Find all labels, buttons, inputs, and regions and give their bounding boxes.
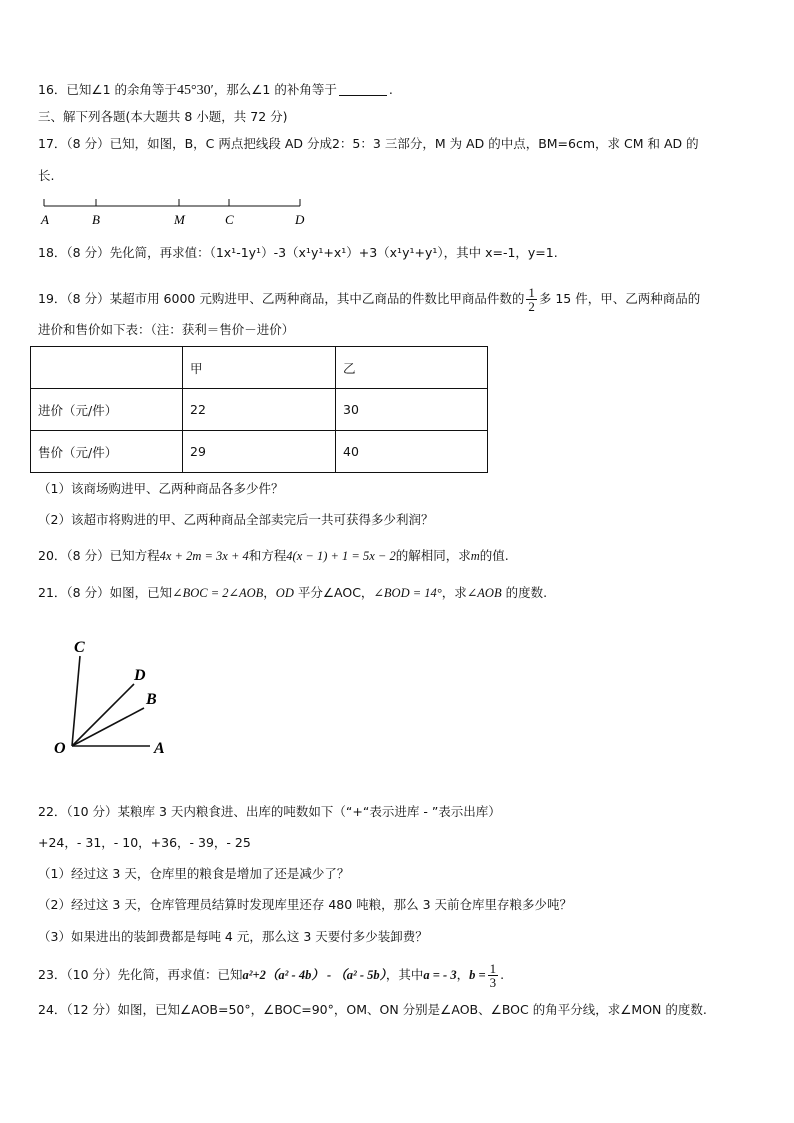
q16-prefix: 16．已知∠1 的余角等于 bbox=[38, 82, 178, 97]
q21-prefix: 21．（8 分）如图，已知 bbox=[38, 585, 173, 600]
vertex-label-o: O bbox=[54, 740, 66, 757]
section-heading: 三、解下列各题(本大题共 8 小题，共 72 分) bbox=[38, 109, 288, 124]
segment-figure bbox=[38, 196, 318, 228]
q20-equation-1: 4x + 2m = 3x + 4 bbox=[159, 549, 249, 563]
table-row bbox=[31, 431, 488, 473]
ray-label-c: C bbox=[74, 639, 85, 656]
fraction-one-third bbox=[488, 962, 499, 989]
q21-end: 的度数. bbox=[501, 585, 548, 600]
ray-label-b: B bbox=[146, 691, 157, 708]
q23-condition-a: a = - 3 bbox=[423, 968, 457, 982]
q21-mid2: 平分∠AOC， bbox=[293, 585, 374, 600]
q20-mid: 和方程 bbox=[248, 548, 287, 563]
table-cell: 甲 bbox=[183, 347, 336, 389]
point-label-b: B bbox=[92, 212, 100, 227]
q19-text-b: 多 15 件，甲、乙两种商品的 bbox=[538, 291, 701, 306]
question-19-line1 bbox=[38, 286, 700, 313]
q23-expression: a²+2（a² - 4b） - （a² - 5b） bbox=[242, 968, 386, 982]
q20-variable: m bbox=[470, 549, 480, 563]
q20-equation-2: 4(x − 1) + 1 = 5x − 2 bbox=[286, 549, 396, 563]
question-22-values: +24，- 31，- 10，+36，- 39，- 25 bbox=[38, 835, 251, 850]
q23-end: . bbox=[500, 967, 505, 982]
table-cell bbox=[31, 347, 183, 389]
answer-blank bbox=[339, 83, 387, 96]
q16-end: . bbox=[388, 82, 393, 97]
q20-prefix: 20．（8 分）已知方程 bbox=[38, 548, 160, 563]
fraction-denominator: 3 bbox=[489, 975, 497, 990]
question-17-line2: 长. bbox=[38, 168, 55, 183]
table-cell: 30 bbox=[336, 389, 488, 431]
q23-condition-b: b = bbox=[469, 968, 486, 982]
question-24: 24．（12 分）如图，已知∠AOB=50°，∠BOC=90°，OM、ON 分别是∠AOB、∠BOC 的角平分线，求∠MON 的度数. bbox=[38, 1002, 707, 1017]
question-18: 18．（8 分）先化简，再求值：（1x¹-1y¹）-3（x¹y¹+x¹）+3（x¹y¹+y¹），其中 x=-1，y=1. bbox=[38, 245, 558, 260]
question-22-sub2: （2）经过这 3 天，仓库管理员结算时发现库里还存 480 吨粮，那么 3 天前仓库里存粮多少吨？ bbox=[38, 897, 573, 912]
price-table bbox=[30, 346, 488, 473]
q21-condition-1: ∠BOC = 2∠AOB bbox=[172, 586, 264, 600]
q21-target: ∠AOB bbox=[466, 586, 502, 600]
question-19-line2: 进价和售价如下表：（注：获利＝售价－进价） bbox=[38, 322, 295, 337]
question-22-line1: 22．（10 分）某粮库 3 天内粮食进、出库的吨数如下（“+“表示进库 - ”表示出库） bbox=[38, 804, 501, 819]
question-17-line1: 17．（8 分）已知，如图，B，C 两点把线段 AD 分成2：5：3 三部分，M 为 AD 的中点，BM=6cm，求 CM 和 AD 的 bbox=[38, 136, 699, 151]
fraction-numerator: 1 bbox=[489, 961, 497, 976]
angle-figure bbox=[50, 632, 190, 762]
table-cell: 40 bbox=[336, 431, 488, 473]
q16-suffix: ，那么∠1 的补角等于 bbox=[213, 82, 337, 97]
question-19-sub2: （2）该超市将购进的甲、乙两种商品全部卖完后一共可获得多少利润？ bbox=[38, 512, 434, 527]
question-16 bbox=[38, 82, 393, 99]
point-label-m: M bbox=[174, 212, 185, 227]
question-22-sub1: （1）经过这 3 天，仓库里的粮食是增加了还是减少了？ bbox=[38, 866, 350, 881]
point-label-d: D bbox=[295, 212, 305, 227]
q21-condition-2: ∠BOD = 14° bbox=[373, 586, 442, 600]
table-row bbox=[31, 389, 488, 431]
q21-mid3: ，求 bbox=[441, 585, 467, 600]
ray-label-d: D bbox=[134, 667, 146, 684]
q23-prefix: 23．（10 分）先化简，再求值：已知 bbox=[38, 967, 243, 982]
table-header-row bbox=[31, 347, 488, 389]
table-cell: 售价（元/件） bbox=[31, 431, 183, 473]
question-21 bbox=[38, 585, 547, 601]
q19-text-a: 19．（8 分）某超市用 6000 元购进甲、乙两种商品，其中乙商品的件数比甲商品件数的 bbox=[38, 291, 525, 306]
question-22-sub3: （3）如果进出的装卸费都是每吨 4 元，那么这 3 天要付多少装卸费？ bbox=[38, 929, 428, 944]
q21-od: OD bbox=[275, 586, 294, 600]
q20-end: 的值. bbox=[479, 548, 509, 563]
table-cell: 进价（元/件） bbox=[31, 389, 183, 431]
fraction-denominator: 2 bbox=[528, 299, 535, 314]
question-19-sub1: （1）该商场购进甲、乙两种商品各多少件？ bbox=[38, 481, 284, 496]
question-20 bbox=[38, 548, 509, 564]
q23-mid: ，其中 bbox=[385, 967, 424, 982]
table-cell: 22 bbox=[183, 389, 336, 431]
table-cell: 乙 bbox=[336, 347, 488, 389]
q21-separator: ， bbox=[263, 585, 276, 600]
fraction-one-half bbox=[526, 286, 537, 313]
q20-suffix: 的解相同，求 bbox=[395, 548, 471, 563]
q16-angle: 45°30′ bbox=[177, 83, 214, 98]
table-cell: 29 bbox=[183, 431, 336, 473]
point-label-c: C bbox=[225, 212, 234, 227]
q23-comma: ， bbox=[456, 967, 470, 982]
question-23 bbox=[38, 962, 504, 989]
point-label-a: A bbox=[41, 212, 49, 227]
fraction-numerator: 1 bbox=[528, 285, 535, 300]
ray-label-a: A bbox=[154, 740, 165, 757]
